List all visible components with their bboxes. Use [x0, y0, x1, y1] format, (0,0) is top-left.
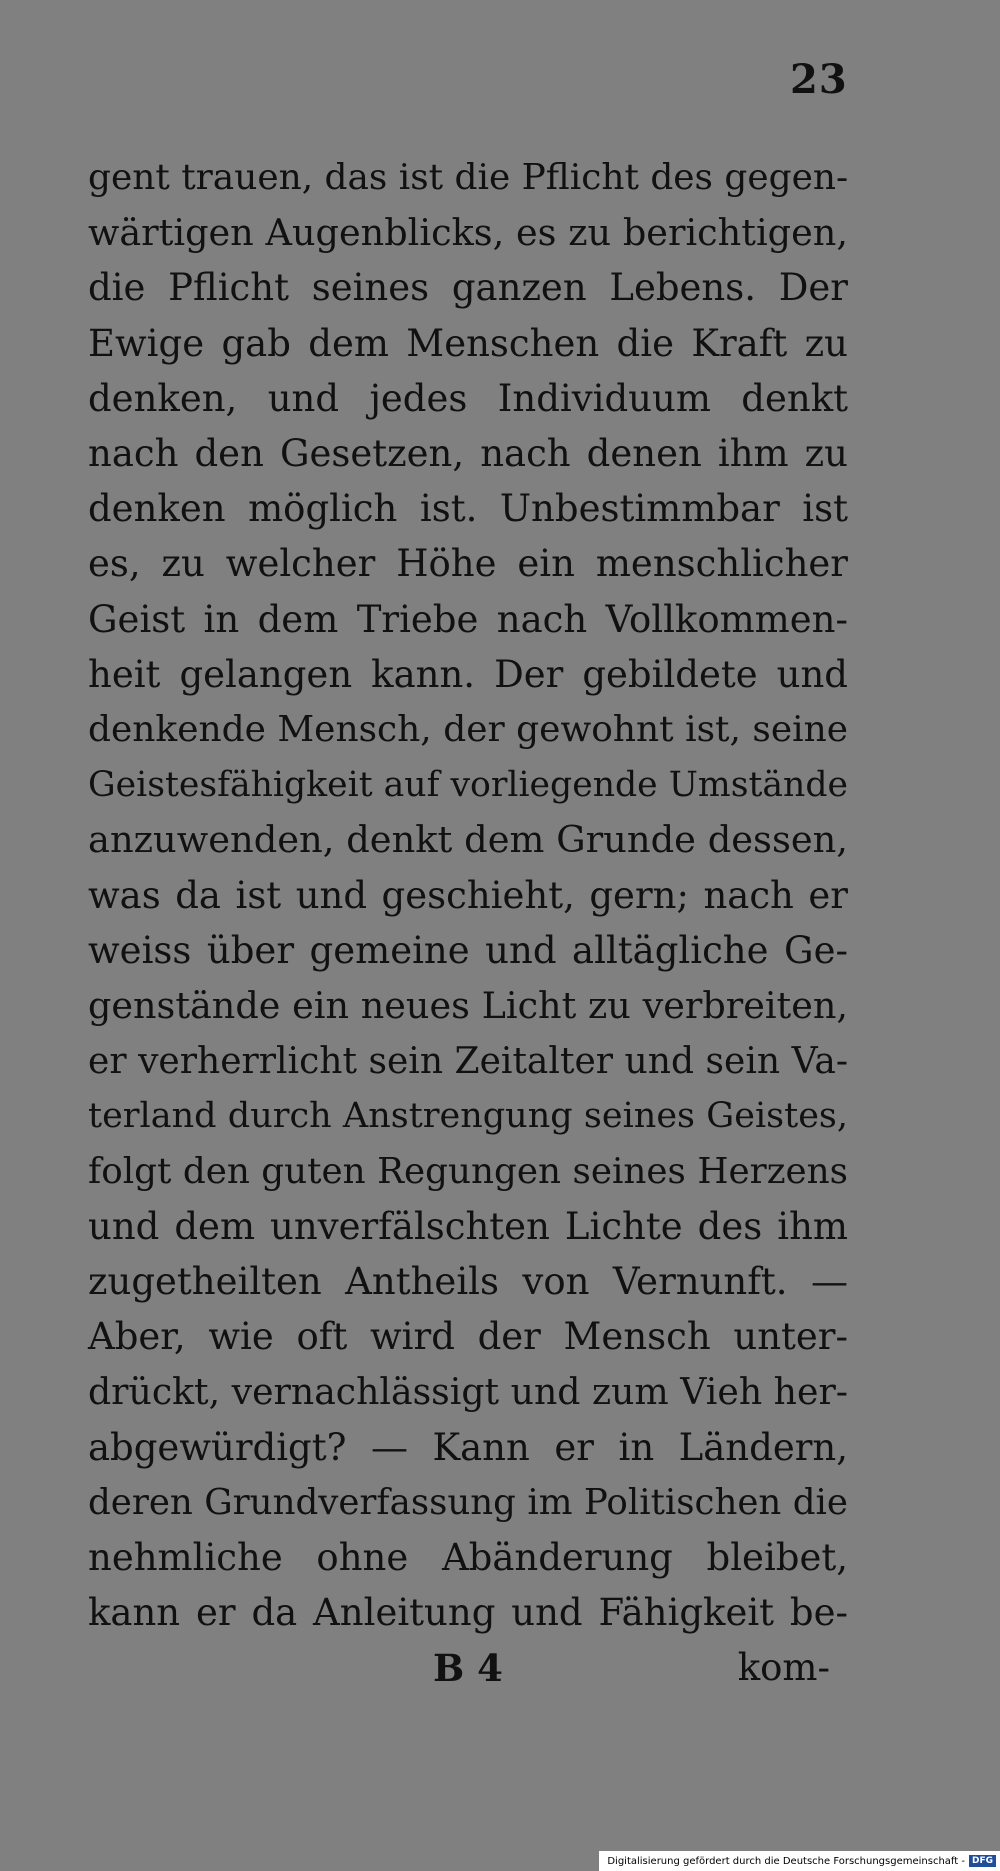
text-line: deren Grundverfassung im Politischen die: [88, 1481, 848, 1523]
text-line: er verherrlicht sein Zeitalter und sein Va-: [88, 1040, 848, 1083]
text-line: kann er da Anleitung und Fähigkeit be-: [88, 1591, 848, 1635]
catchword: kom-: [737, 1646, 830, 1689]
text-line: nach den Gesetzen, nach denen ihm zu: [88, 432, 848, 475]
text-line: denken, und jedes Individuum denkt: [88, 376, 848, 420]
credit-text: Digitalisierung gefördert durch die Deutsche Forschungsgemeinschaft -: [607, 1855, 965, 1867]
text-line: nehmliche ohne Abänderung bleibet,: [88, 1536, 848, 1579]
text-line: Aber, wie oft wird der Mensch unter-: [88, 1315, 848, 1359]
dfg-logo: DFG: [969, 1855, 996, 1867]
text-line: abgewürdigt? — Kann er in Ländern,: [88, 1425, 848, 1469]
signature-mark: B 4: [433, 1646, 503, 1690]
digitization-credit: [599, 1851, 1000, 1871]
text-line: was da ist und geschieht, gern; nach er: [88, 873, 848, 917]
text-line: heit gelangen kann. Der gebildete und: [88, 652, 848, 696]
text-line: Geistesfähigkeit auf vorliegende Umstände: [88, 765, 848, 806]
text-line: Ewige gab dem Menschen die Kraft zu: [88, 321, 848, 365]
text-line: Geist in dem Triebe nach Vollkommen-: [88, 597, 848, 641]
text-line: wärtigen Augenblicks, es zu berichtigen,: [88, 211, 848, 255]
text-line: gent trauen, das ist die Pflicht des gegen-: [88, 157, 849, 198]
text-line: es, zu welcher Höhe ein menschlicher: [88, 542, 848, 586]
text-line: anzuwenden, denkt dem Grunde dessen,: [88, 818, 848, 862]
text-line: die Pflicht seines ganzen Lebens. Der: [88, 266, 848, 310]
text-line: zugetheilten Antheils von Vernunft. —: [88, 1260, 848, 1303]
text-line: folgt den guten Regungen seines Herzens: [88, 1150, 848, 1192]
text-line: genstände ein neues Licht zu verbreiten,: [88, 984, 848, 1027]
page-footer: [88, 1640, 848, 1696]
text-line: drückt, vernachlässigt und zum Vieh her-: [88, 1370, 848, 1414]
text-line: und dem unverfälschten Lichte des ihm: [88, 1204, 848, 1248]
text-line: denken möglich ist. Unbestimmbar ist: [88, 487, 848, 531]
text-line: terland durch Anstrengung seines Geistes,: [88, 1096, 848, 1137]
text-line: denkende Mensch, der gewohnt ist, seine: [88, 709, 848, 750]
text-line: weiss über gemeine und alltägliche Ge-: [88, 928, 848, 972]
page-number: 23: [790, 56, 848, 103]
